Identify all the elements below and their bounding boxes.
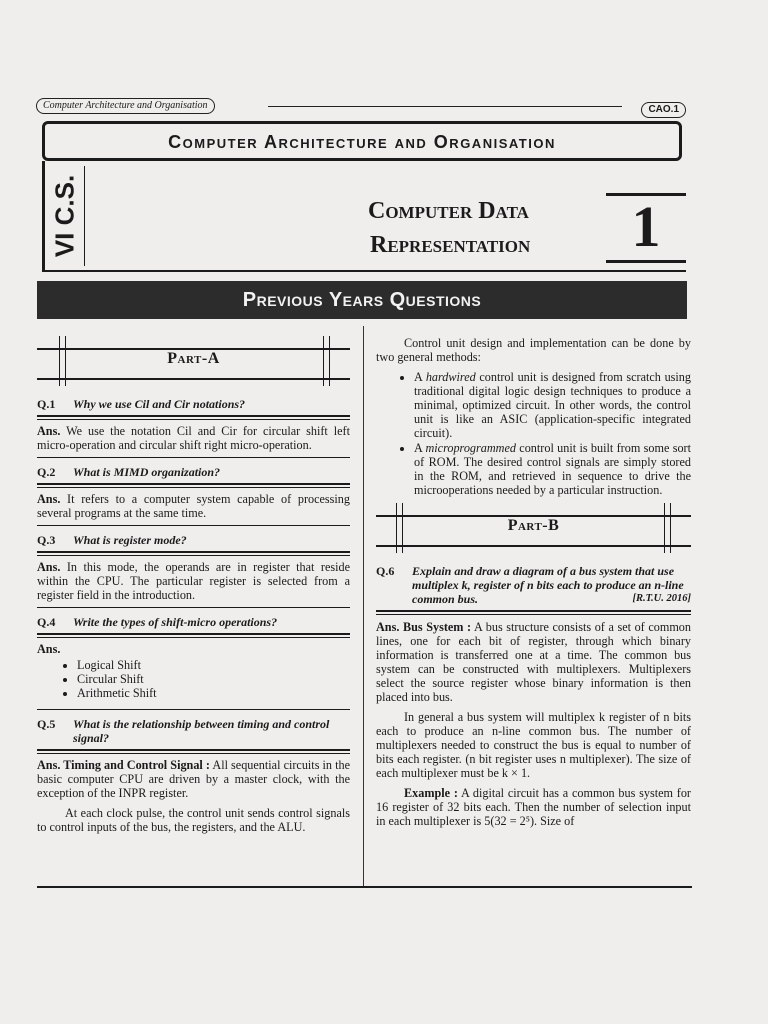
page-code: CAO.1: [641, 102, 686, 118]
question-text: What is register mode?: [73, 533, 187, 547]
chapter-number-box: [606, 193, 686, 263]
chapter-title-line1: Computer Data: [368, 198, 529, 224]
answer-lead: Ans.: [37, 642, 61, 656]
banner-title: Previous Years Questions: [242, 289, 482, 311]
answer-text: All sequential circuits in the basic computer CPU are driven by a master clock, with the exception of the INPR register.: [37, 758, 350, 800]
semester-tag-box: [46, 166, 85, 266]
bullet-pre: A: [414, 370, 426, 384]
running-header: [28, 96, 688, 118]
shift-types-list: [37, 658, 350, 700]
section-banner: [37, 281, 687, 319]
chapter-title-line2: Representation: [370, 232, 531, 258]
control-unit-intro: Control unit design and implementation can be done by two general methods:: [376, 336, 691, 364]
bullet-emphasis: hardwired: [425, 370, 476, 384]
part-b-label: Part-B: [507, 517, 560, 534]
question-text: Why we use Cil and Cir notations?: [73, 397, 246, 411]
answer-lead: Ans.: [37, 560, 61, 574]
bullet-pre: A: [414, 441, 426, 455]
answer-6-para-2: In general a bus system will multiplex k register of n bits each to produce an n-line common bus. The number of multiplexers needed to construct the bus is equal to number of bits each register. (n bit register uses n multiplexer). The size of each multiplexer must be k × 1.: [376, 710, 691, 780]
answer-3: [37, 560, 350, 608]
question-6: [376, 561, 691, 612]
header-rule: [268, 106, 622, 107]
part-rule-bottom: [376, 545, 691, 547]
answer-5: [37, 758, 350, 800]
running-title: Computer Architecture and Organisation: [36, 98, 215, 114]
part-a-label: Part-A: [167, 350, 220, 367]
answer-text: We use the notation Cil and Cir for circular shift left micro-operation and circular shift right micro-operation.: [37, 424, 350, 452]
frame-left-rule: [42, 161, 45, 271]
question-text: What is the relationship between timing and control signal?: [73, 717, 330, 745]
question-4: [37, 612, 350, 635]
semester-tag: VI C.S.: [49, 174, 80, 258]
list-item: • Logical Shift: [77, 658, 350, 672]
exam-source-tag: [R.T.U. 2016]: [632, 593, 691, 604]
answer-lead: Ans. Bus System :: [376, 620, 472, 634]
answer-2: [37, 492, 350, 526]
bullet-emphasis: microprogrammed: [425, 441, 516, 455]
bullet-text: control unit is built from some sort of ROM. The desired control signals are simply stored in the ROM, and retrieved in sequence to drive the microoperations needed by a particular instruction.: [414, 441, 691, 497]
part-rule-bottom: [37, 378, 350, 380]
bullet-text: control unit is designed from scratch using traditional digital logic design techniques to produce a minimal, optimized circuit. In other words, the control unit is like an ASIC (application-specific integrated circuit).: [414, 370, 691, 440]
answer-text: It refers to a computer system capable of processing several programs at the same time.: [37, 492, 350, 520]
list-item: • Circular Shift: [77, 672, 350, 686]
question-2: [37, 462, 350, 485]
list-item: [414, 441, 691, 497]
question-number: Q.2: [37, 465, 56, 479]
chapter-number: 1: [631, 194, 661, 259]
control-unit-methods-list: [376, 370, 691, 497]
chapter-number-rule-bottom: [606, 260, 686, 263]
column-divider: [363, 326, 364, 886]
question-number: Q.5: [37, 717, 56, 731]
frame-bottom-rule: [42, 270, 686, 272]
list-item: [414, 370, 691, 440]
answer-4: [37, 642, 350, 710]
right-column: [376, 328, 691, 834]
question-number: Q.3: [37, 533, 56, 547]
part-b-banner: [376, 501, 691, 553]
answer-text: A bus structure consists of a set of common lines, one for each bit of register, through which binary information is transferred one at a time. The common bus system can be constructed with multiplexers. Multiplexers select the source register whose binary information is then placed into bus.: [376, 620, 691, 704]
question-number: Q.1: [37, 397, 56, 411]
example-lead: Example :: [404, 786, 458, 800]
part-a-banner: [37, 334, 350, 386]
example-text: A digital circuit has a common bus system for 16 register of 32 bits each. Then the number of selection input in each multiplexer is 5(32 = 2⁵). Size of: [376, 786, 691, 828]
question-number: Q.6: [376, 564, 395, 578]
answer-lead: Ans. Timing and Control Signal :: [37, 758, 210, 772]
answer-lead: Ans.: [37, 492, 61, 506]
page-bottom-rule: [37, 886, 692, 888]
question-text: Write the types of shift-micro operations?: [73, 615, 278, 629]
book-title-box: [42, 121, 682, 161]
answer-6-example: [376, 786, 691, 828]
question-text: Explain and draw a diagram of a bus system that use multiplex k, register of n bits each to produce an n-line common bus.: [412, 564, 684, 606]
answer-5-para-2: At each clock pulse, the control unit sends control signals to control inputs of the bus, the registers, and the ALU.: [37, 806, 350, 834]
list-item: • Arithmetic Shift: [77, 686, 350, 700]
question-text: What is MIMD organization?: [73, 465, 221, 479]
question-3: [37, 530, 350, 553]
question-number: Q.4: [37, 615, 56, 629]
answer-1: [37, 424, 350, 458]
book-title: Computer Architecture and Organisation: [168, 132, 556, 152]
question-1: [37, 394, 350, 417]
left-column: [37, 328, 350, 840]
chapter-title: [350, 194, 600, 262]
answer-6: [376, 620, 691, 704]
question-5: [37, 714, 350, 751]
answer-text: In this mode, the operands are in register that reside within the CPU. The particular register is selected from a register field in the introduction.: [37, 560, 350, 602]
answer-lead: Ans.: [37, 424, 61, 438]
